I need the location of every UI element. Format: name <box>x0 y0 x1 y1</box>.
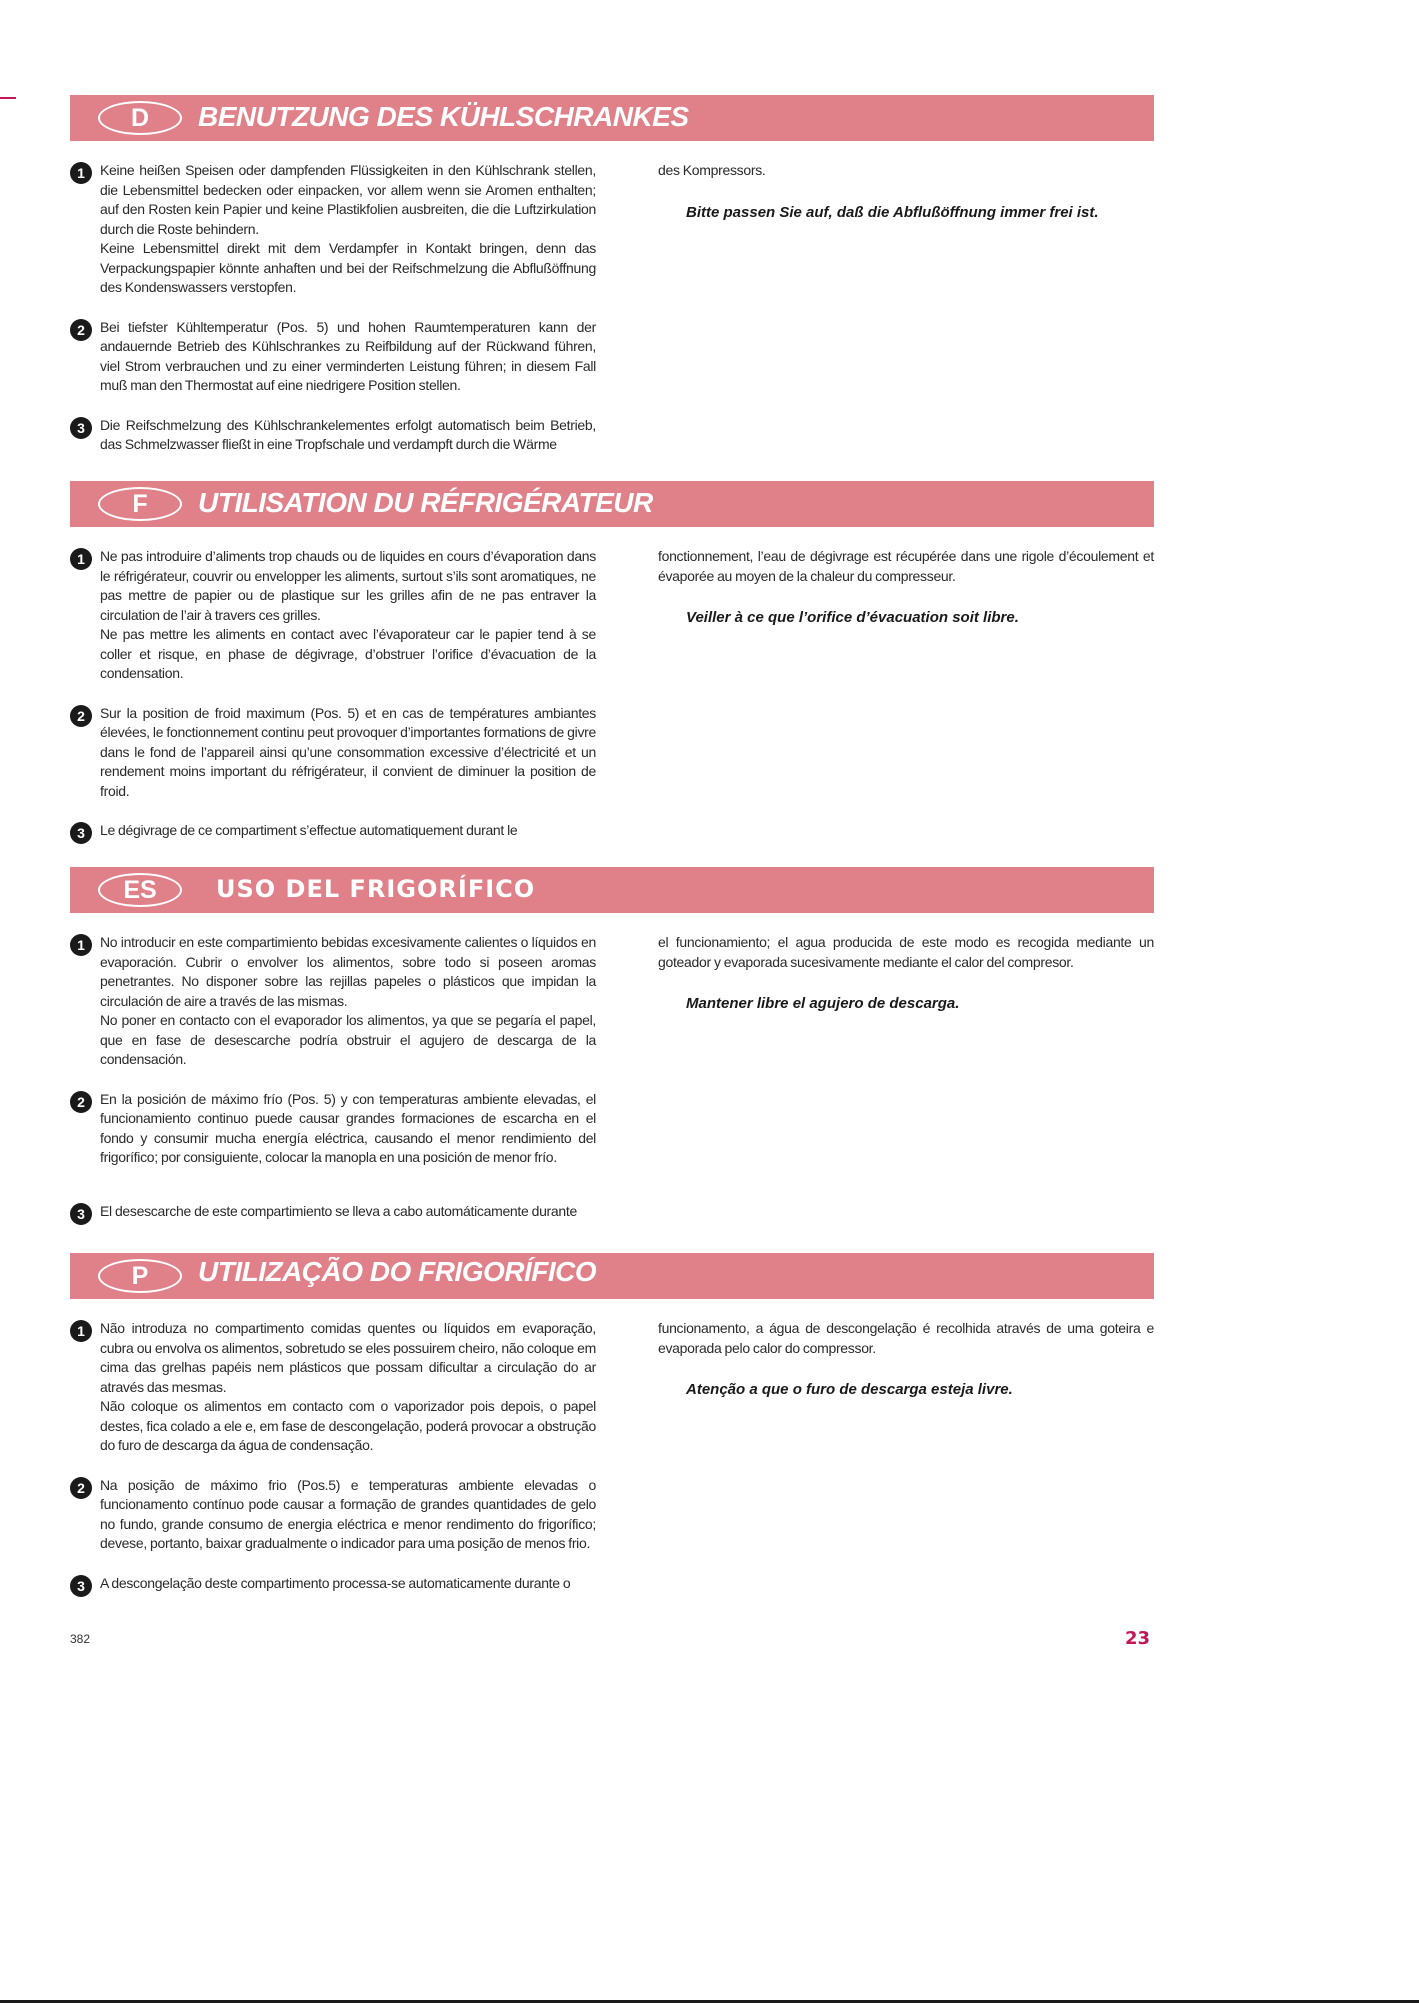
step-number-badge: 3 <box>70 417 92 439</box>
document-code: 382 <box>70 1632 91 1646</box>
item-text: Na posição de máximo frio (Pos.5) e temperaturas ambiente elevadas o funcionamento contínuo pode causar a formação de grandes quantidades de gelo no fundo, grande consumo de energia eléctrica e menor rendimento do frigorífico; devese, portanto, baixar gradualmente o indicador para uma posição de menos frio. <box>100 1476 596 1551</box>
item-text: No introducir en este compartimiento bebidas excesivamente calientes o líquidos en evaporación. Cubrir o envolver los alimentos, sobre todo si poseen aromas penetrantes. No disponer sobre las rejillas papeles o plásticos que impidan la circulación de aire a través de las mismas. <box>100 934 596 1009</box>
section-pt <box>70 1253 1154 1659</box>
right-column <box>658 547 1154 628</box>
list-item <box>70 1319 596 1456</box>
item-text: En la posición de máximo frío (Pos. 5) y con temperaturas ambiente elevadas, el funcionamiento continuo puede causar grandes formaciones de escarcha en el fondo y consumir mucha energía eléctrica, causando el menor rendimiento del frigorífico; por consiguiente, colocar la manopla en una posición de menor frío. <box>100 1090 596 1165</box>
item-text: Não coloque os alimentos em contacto com o vaporizador pois depois, o papel destes, fica colado a ele e, em fase de descongelação, poderá provocar a obstrução do furo de descarga da água de condensação. <box>100 1398 596 1453</box>
left-column <box>70 933 596 1241</box>
continuation-text: funcionamento, a água de descongelação é recolhida através de uma goteira e evaporada pelo calor do compressor. <box>658 1320 1154 1356</box>
item-text: Não introduza no compartimento comidas quentes ou líquidos em evaporação, cubra ou envolva os alimentos, sobretudo se eles possuirem cheiro, não coloque em cima das grelhas papéis nem plásticos que possam dificultar a circulação do ar através das mesmas. <box>100 1320 596 1395</box>
item-text: No poner en contacto con el evaporador los alimentos, ya que se pegaría el papel, que en fase de desescarche podría obstruir el agujero de descarga de la condensación. <box>100 1012 596 1067</box>
language-badge: P <box>98 1259 182 1293</box>
language-badge: F <box>98 487 182 521</box>
continuation-text: fonctionnement, l’eau de dégivrage est récupérée dans une rigole d’écoulement et évaporée au moyen de la chaleur du compresseur. <box>658 548 1154 584</box>
section-es <box>70 867 1154 1273</box>
warning-note: Mantener libre el agujero de descarga. <box>686 995 960 1012</box>
step-number-badge: 2 <box>70 705 92 727</box>
list-item <box>70 161 596 298</box>
left-column <box>70 547 596 861</box>
list-item <box>70 1202 596 1222</box>
page-number: 23 <box>1125 1628 1151 1649</box>
section-de <box>70 95 1154 501</box>
section-title: USO DEL FRIGORÍFICO <box>216 875 536 903</box>
item-text: Keine heißen Speisen oder dampfenden Flüssigkeiten in den Kühlschrank stellen, die Lebensmittel bedecken oder einpacken, vor allem wenn sie Aromen enthalten; auf den Rosten kein Papier und keine Plastikfolien ausbreiten, die die Luftzirkulation durch die Roste behindern. <box>100 162 596 237</box>
continuation-text: el funcionamiento; el agua producida de este modo es recogida mediante un goteador y evaporada sucesivamente mediante el calor del compresor. <box>658 934 1154 970</box>
section-banner <box>70 481 1154 527</box>
language-badge: D <box>98 101 182 135</box>
step-number-badge: 3 <box>70 1203 92 1225</box>
section-fr <box>70 481 1154 887</box>
list-item <box>70 547 596 684</box>
item-text: Ne pas mettre les aliments en contact avec l’évaporateur car le papier tend à se coller et risque, en phase de dégivrage, d’obstruer l’orifice d’évacuation de la condensation. <box>100 626 596 681</box>
step-number-badge: 1 <box>70 548 92 570</box>
left-column <box>70 1319 596 1613</box>
list-item <box>70 821 596 841</box>
step-number-badge: 1 <box>70 1320 92 1342</box>
section-banner <box>70 867 1154 913</box>
list-item <box>70 416 596 455</box>
right-column <box>658 161 1154 223</box>
warning-note: Veiller à ce que l’orifice d’évacuation soit libre. <box>686 609 1019 626</box>
crop-mark <box>0 97 16 99</box>
item-text: El desescarche de este compartimiento se lleva a cabo automáticamente durante <box>100 1202 577 1219</box>
section-title: UTILIZAÇÃO DO FRIGORÍFICO <box>198 1257 597 1287</box>
step-number-badge: 3 <box>70 1575 92 1597</box>
list-item <box>70 1574 596 1594</box>
item-text: Le dégivrage de ce compartiment s’effectue automatiquement durant le <box>100 822 518 838</box>
item-text: A descongelação deste compartimento processa-se automaticamente durante o <box>100 1574 571 1591</box>
section-banner <box>70 1253 1154 1299</box>
item-text: Ne pas introduire d’aliments trop chauds ou de liquides en cours d’évaporation dans le réfrigérateur, couvrir ou envelopper les aliments, surtout s’ils sont aromatiques, ne pas mettre de papier ou de plastique sur les grilles afin de ne pas entraver la circulation de l’air à travers ces grilles. <box>100 548 596 623</box>
step-number-badge: 1 <box>70 934 92 956</box>
list-item <box>70 704 596 802</box>
warning-note: Atenção a que o furo de descarga esteja livre. <box>686 1381 1013 1398</box>
item-text: Die Reifschmelzung des Kühlschrankelementes erfolgt automatisch beim Betrieb, das Schmelzwasser fließt in eine Tropfschale und verdampft durch die Wärme <box>100 416 596 452</box>
step-number-badge: 1 <box>70 162 92 184</box>
step-number-badge: 2 <box>70 319 92 341</box>
section-banner <box>70 95 1154 141</box>
continuation-text: des Kompressors. <box>658 162 766 178</box>
step-number-badge: 2 <box>70 1477 92 1499</box>
item-text: Sur la position de froid maximum (Pos. 5) et en cas de températures ambiantes élevées, le fonctionnement continu peut provoquer d’importantes formations de givre dans le fond de l’appareil ainsi qu’une consommation excessive d’électricité et un rendement moins important du réfrigérateur, il convient de diminuer la position de froid. <box>100 704 596 799</box>
step-number-badge: 2 <box>70 1091 92 1113</box>
list-item <box>70 318 596 396</box>
right-column <box>658 1319 1154 1400</box>
warning-note: Bitte passen Sie auf, daß die Abflußöffnung immer frei ist. <box>686 203 1099 221</box>
list-item <box>70 933 596 1070</box>
list-item <box>70 1476 596 1554</box>
item-text: Keine Lebensmittel direkt mit dem Verdampfer in Kontakt bringen, denn das Verpackungspapier könnte anhaften und bei der Reifschmelzung die Abflußöffnung des Kondenswassers verstopfen. <box>100 240 596 295</box>
right-column <box>658 933 1154 1014</box>
section-title: BENUTZUNG DES KÜHLSCHRANKES <box>198 101 689 132</box>
section-title: UTILISATION DU RÉFRIGÉRATEUR <box>198 487 653 518</box>
language-badge: ES <box>98 873 182 907</box>
list-item <box>70 1090 596 1166</box>
left-column <box>70 161 596 475</box>
step-number-badge: 3 <box>70 822 92 844</box>
item-text: Bei tiefster Kühltemperatur (Pos. 5) und hohen Raumtemperaturen kann der andauernde Betrieb des Kühlschrankes zu Reifbildung auf der Rückwand führen, viel Strom verbrauchen und zu einer verminderten Leistung führen; in diesem Fall muß man den Thermostat auf eine niedrigere Position stellen. <box>100 318 596 393</box>
